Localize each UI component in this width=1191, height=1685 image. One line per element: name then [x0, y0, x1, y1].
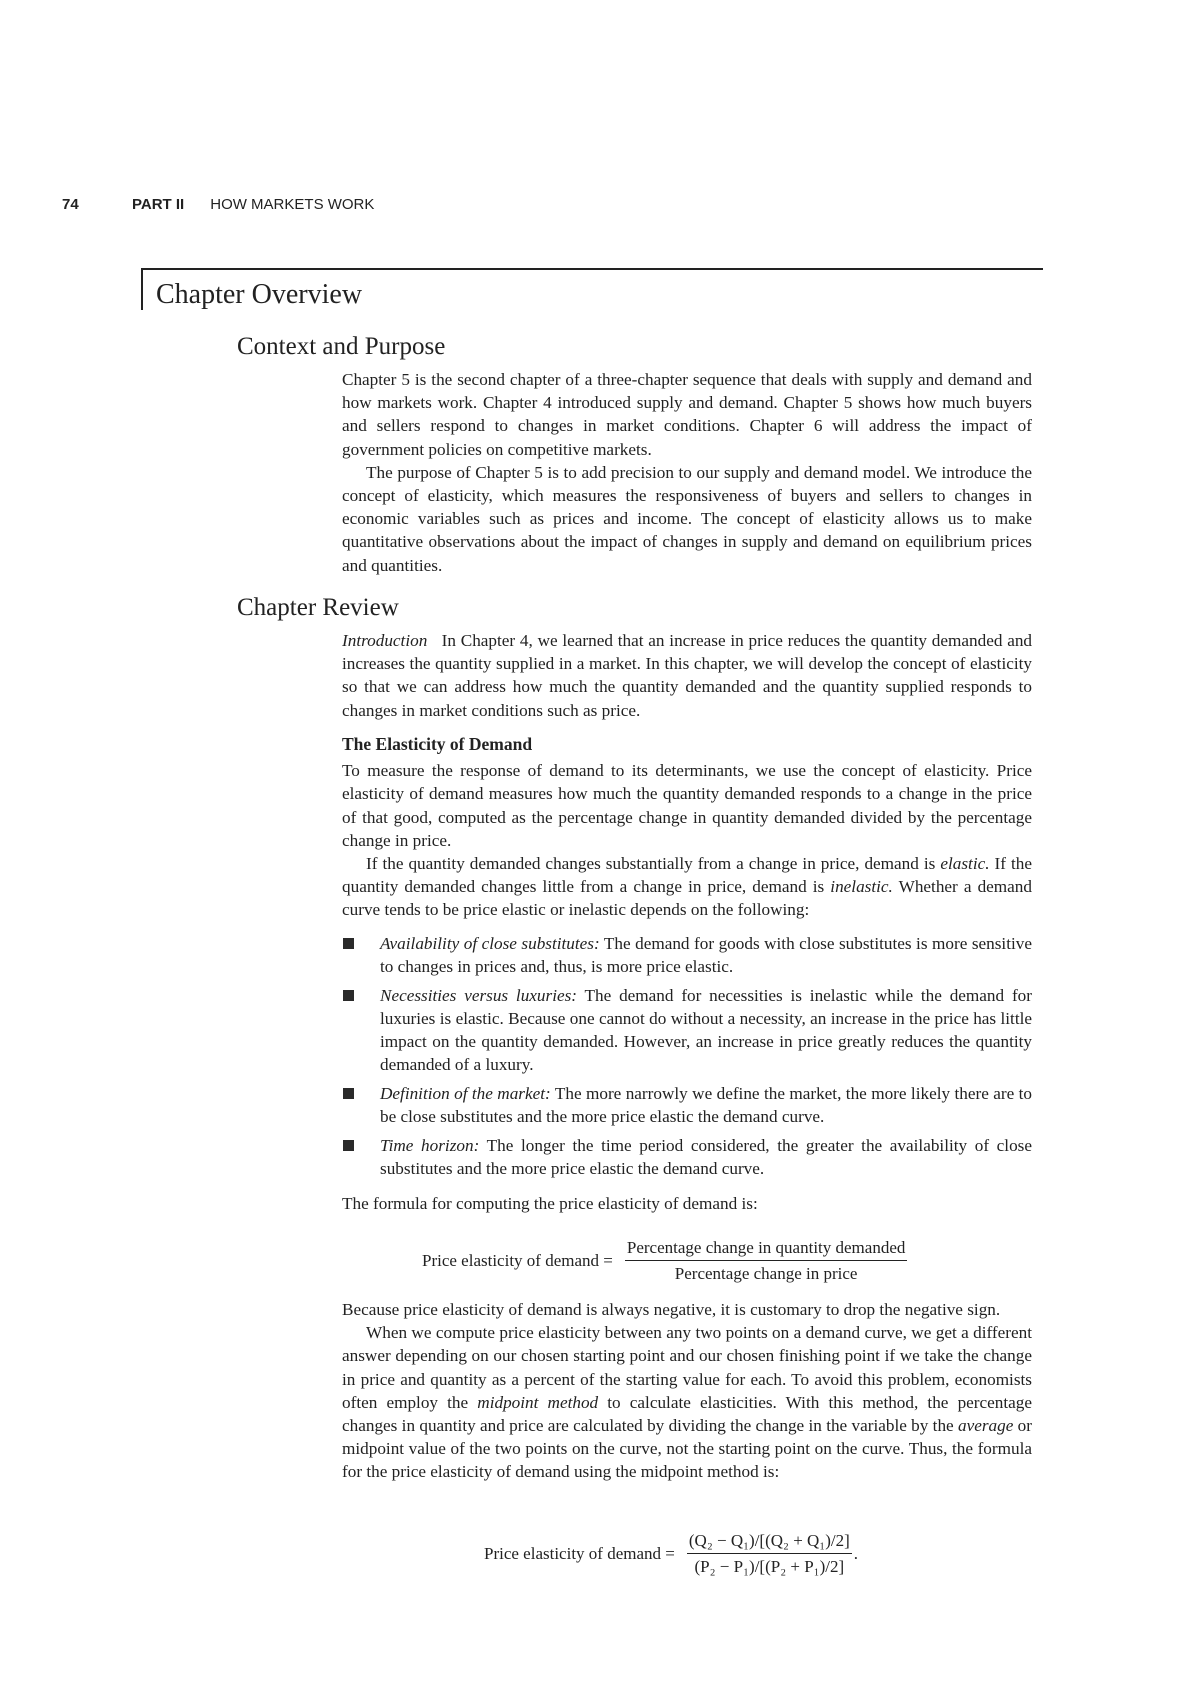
- list-item: [342, 984, 1032, 1076]
- context-paragraph-2: The purpose of Chapter 5 is to add precision to our supply and demand model. We introduce the concept of elasticity, which measures the responsiveness of buyers and sellers to changes in economic variables such as prices and income. The concept of elasticity allows us to make quantitative observations about the impact of changes in supply and demand on equilibrium prices and quantities.: [342, 462, 1032, 575]
- determinant-text: The demand for necessities is inelastic while the demand for luxuries is elastic. Because one cannot do without a necessity, an increase in the price has little impact on the quantity demanded. However, an increase in price greatly reduces the quantity demanded of a luxury.: [380, 986, 1032, 1074]
- square-bullet-icon: [343, 990, 354, 1001]
- after-text-a: When we compute price elasticity between any two points on a demand curve, we get a different answer depending on our chosen starting point and our chosen finishing point if we take the change in price and quantity as a percent of the starting value for each. To avoid this problem, economists often employ the: [342, 1323, 1032, 1412]
- after-paragraph-2: [342, 1321, 1032, 1483]
- elasticity-section: [342, 733, 1032, 922]
- intro-paragraph: [342, 629, 1032, 722]
- page-number: 74: [62, 196, 79, 213]
- list-item: [342, 932, 1032, 978]
- p2-text-b: If the quantity demanded changes little from a change in price, demand is: [342, 854, 1032, 897]
- elastic-term: elastic.: [940, 854, 990, 874]
- p2-text-c: Whether a demand curve tends to be price elastic or inelastic depends on the following:: [342, 877, 1032, 920]
- running-head: [62, 196, 374, 213]
- square-bullet-icon: [343, 938, 354, 949]
- part-title: HOW MARKETS WORK: [210, 196, 375, 213]
- determinant-text: The longer the time period considered, the greater the availability of close substitutes and the more price elastic the demand curve.: [380, 1136, 1032, 1178]
- determinant-text: The more narrowly we define the market, the more likely there are to be close substitutes and the more price elastic the demand curve.: [380, 1084, 1032, 1126]
- formula-intro: The formula for computing the price elasticity of demand is:: [342, 1194, 758, 1213]
- formula-fraction: [625, 1238, 908, 1284]
- formula-numerator: Percentage change in quantity demanded: [625, 1238, 908, 1261]
- midpoint-numerator: (Q₂ − Q₁)/[(Q₂ + Q₁)/2]: [687, 1531, 852, 1554]
- overview-bar: [141, 268, 143, 310]
- determinant-label: Time horizon:: [380, 1136, 480, 1155]
- intro-text: In Chapter 4, we learned that an increase in price reduces the quantity demanded and increases the quantity supplied in a market. In this chapter, we will develop the concept of elasticity so that we can address how much the quantity demanded and the quantity supplied responds to changes in market conditions such as price.: [342, 631, 1033, 720]
- determinant-label: Necessities versus luxuries:: [380, 986, 578, 1005]
- midpoint-formula-lhs: Price elasticity of demand =: [484, 1544, 675, 1563]
- midpoint-term: midpoint method: [477, 1392, 599, 1412]
- formula-lhs: Price elasticity of demand =: [422, 1251, 613, 1270]
- square-bullet-icon: [343, 1140, 354, 1151]
- elasticity-paragraph-1: To measure the response of demand to its determinants, we use the concept of elasticity. Price elasticity of demand measures how much the quantity demanded responds to a change in the price of that good, computed as the percentage change in quantity demanded divided by the percentage change in price.: [342, 761, 1032, 850]
- after-text-c: or midpoint value of the two points on the curve, not the starting point on the curve. Thus, the formula for the price elasticity of demand using the midpoint method is:: [342, 1416, 1032, 1482]
- price-elasticity-formula: [422, 1238, 907, 1284]
- part-label: PART II: [132, 196, 185, 213]
- after-text-b: to calculate elasticities. With this method, the percentage changes in quantity and price are calculated by dividing the change in the variable by the: [342, 1392, 1032, 1436]
- midpoint-fraction: [687, 1531, 852, 1577]
- list-item: [342, 1082, 1032, 1128]
- midpoint-formula: [484, 1531, 858, 1577]
- after-paragraph-1: Because price elasticity of demand is always negative, it is customary to drop the negative sign.: [342, 1300, 1001, 1319]
- inelastic-term: inelastic.: [830, 877, 893, 897]
- elasticity-heading: The Elasticity of Demand: [342, 734, 533, 754]
- chapter-overview-title: Chapter Overview: [156, 279, 363, 310]
- overview-rule: [141, 268, 1043, 270]
- elasticity-paragraph-2: [342, 852, 1032, 922]
- after-formula-text: [342, 1298, 1032, 1484]
- midpoint-formula-period: .: [853, 1544, 859, 1563]
- determinant-label: Definition of the market:: [380, 1084, 551, 1103]
- average-term: average: [958, 1416, 1014, 1436]
- list-item: [342, 1134, 1032, 1180]
- determinants-list: [342, 932, 1032, 1186]
- formula-denominator: Percentage change in price: [674, 1264, 858, 1283]
- determinant-text: The demand for goods with close substitutes is more sensitive to changes in prices and, thus, is more price elastic.: [380, 934, 1032, 976]
- determinant-label: Availability of close substitutes:: [380, 934, 600, 953]
- context-paragraph-1: Chapter 5 is the second chapter of a three-chapter sequence that deals with supply and demand and how markets work. Chapter 4 introduced supply and demand. Chapter 5 shows how much buyers and sellers respond to changes in market conditions. Chapter 6 will address the impact of government policies on competitive markets.: [342, 370, 1032, 459]
- midpoint-denominator: (P₂ − P₁)/[(P₂ + P₁)/2]: [694, 1557, 845, 1576]
- p2-text-a: If the quantity demanded changes substantially from a change in price, demand is: [366, 854, 941, 874]
- context-purpose-body: [342, 368, 1032, 577]
- square-bullet-icon: [343, 1088, 354, 1099]
- chapter-review-intro: [342, 629, 1032, 722]
- context-purpose-heading: Context and Purpose: [237, 333, 446, 360]
- chapter-review-heading: Chapter Review: [237, 594, 399, 621]
- intro-label: Introduction: [342, 631, 428, 650]
